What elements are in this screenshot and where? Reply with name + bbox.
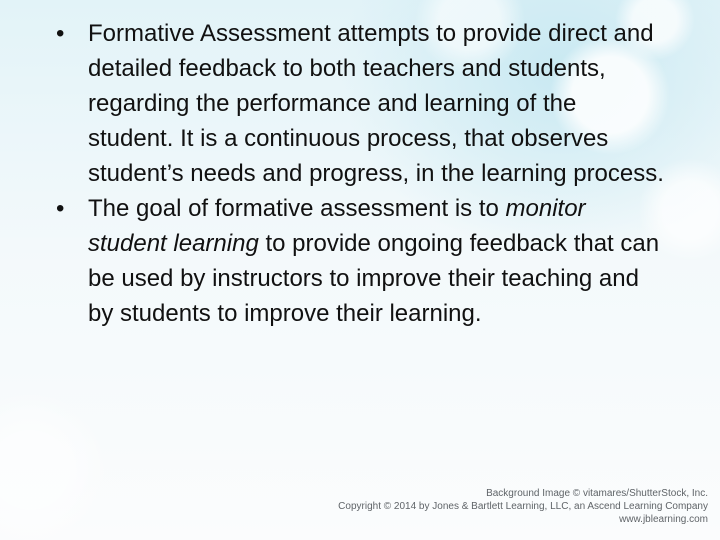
copyright-notice: Copyright © 2014 by Jones & Bartlett Learning, LLC, an Ascend Learning Company <box>338 501 708 512</box>
bullet-item-formative-definition <box>56 16 666 191</box>
background-image-credit: Background Image © vitamares/ShutterStock, Inc. <box>486 488 708 499</box>
bullet-marker: • <box>56 20 65 47</box>
publisher-url: www.jblearning.com <box>619 514 708 525</box>
bullet-text: Formative Assessment attempts to provide direct and detailed feedback to both teachers and students, regarding the performance and learning of the student. It is a continuous process, that observes student’s needs and progress, in the learning process. <box>88 20 664 187</box>
bullet-text-before: The goal of formative assessment is to <box>88 195 506 222</box>
copyright-credit <box>338 487 708 526</box>
bullet-text-emphasis: monitor student learning <box>88 195 586 257</box>
bullet-list <box>56 16 666 331</box>
bullet-marker: • <box>56 195 65 222</box>
bullet-text-after: to provide ongoing feedback that can be used by instructors to improve their teaching and by students to improve their learning. <box>88 230 660 327</box>
bullet-item-formative-goal <box>56 191 666 331</box>
